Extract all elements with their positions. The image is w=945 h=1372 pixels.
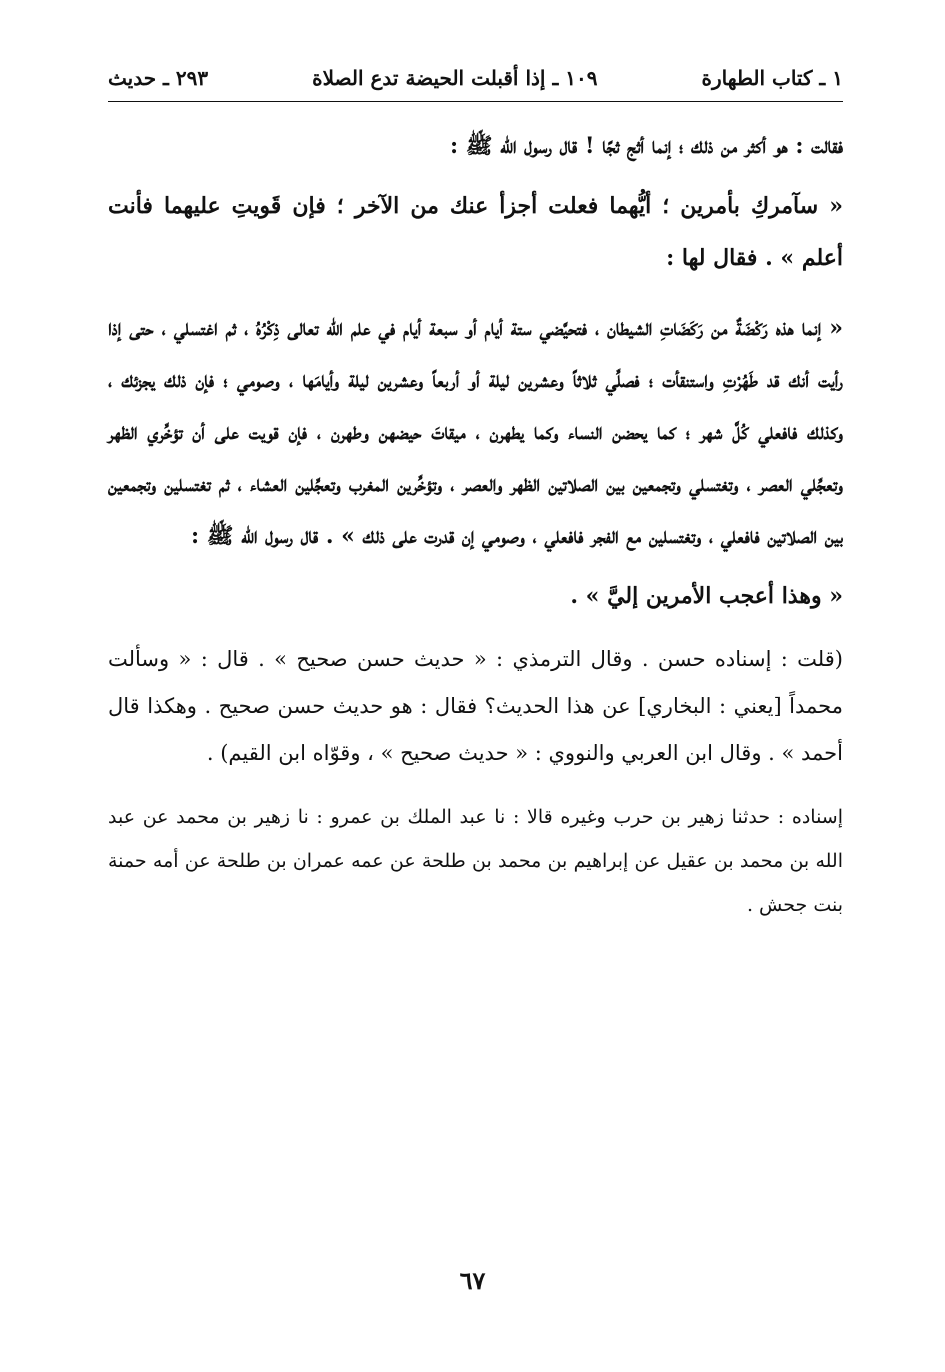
paragraph-intro: فقالت : هو أكثر من ذلك ؛ إنما أثج ثجًا ! قال رسول الله ﷺ : bbox=[450, 133, 843, 159]
header-chapter: ١ ـ كتاب الطهارة bbox=[701, 66, 843, 90]
header-divider bbox=[108, 101, 843, 102]
paragraph-conclusion: « وهذا أعجب الأمرين إليَّ » . bbox=[570, 583, 843, 609]
paragraph-grading-note: (قلت : إسناده حسن . وقال الترمذي : « حديث حسن صحيح » . قال : « وسألت محمداً [يعني : البخاري] عن هذا الحديث؟ فقال : هو حديث حسن صحيح . وهكذا قال أحمد » . وقال ابن العربي والنووي : « حديث صحيح » ، وقوّاه ابن القيم) . bbox=[108, 647, 843, 765]
header-hadith-number: ٢٩٣ ـ حديث bbox=[108, 66, 209, 90]
header-section: ١٠٩ ـ إذا أقبلت الحيضة تدع الصلاة bbox=[312, 66, 598, 90]
paragraph-hadith-text: « إنما هذه رَكْضَةٌ من رَكَضَاتِ الشيطان ، فتحيَّضي ستة أيام أو سبعة أيام في علم الله تعالى ذِكْرُهُ ، ثم اغتسلي ، حتى إذا رأيت أنك قد طَهُرْتِ واستنقأت ؛ فصلِّي ثلاثاً وعشرين ليلة أو أربعاً وعشرين ليلة وأيامَها ، وصومي ؛ فإن ذلك يجزئك ، وكذلك فافعلي كُلَّ شهر ؛ كما يحضن النساء وكما يطهرن ، ميقاتَ حيضهن وطهرن ، فإن قويت على أن تؤخِّري الظهر وتعجِّلي العصر ، وتغتسلي وتجمعين بين الصلاتين الظهر والعصر ، وتؤخِّرين المغرب وتعجِّلين العشاء ، ثم تغتسلين وتجمعين بين الصلاتين فافعلي ، وتغتسلين مع الفجر فافعلي ، وصومي إن قدرت على ذلك » . قال رسول الله ﷺ : bbox=[108, 315, 843, 549]
page-body bbox=[108, 120, 843, 927]
paragraph-two-options: « سآمركِ بأمرين ؛ أيُّهما فعلت أجزأ عنك من الآخر ؛ فإن قَويتِ عليهما فأنت أعلم » . فقال لها : bbox=[108, 193, 843, 271]
page-number: ٦٧ bbox=[459, 1266, 486, 1295]
paragraph-isnad: إسناده : حدثنا زهير بن حرب وغيره قالا : نا عبد الملك بن عمرو : نا زهير بن محمد عن عبد الله بن محمد بن عقيل عن إبراهيم بن محمد بن طلحة عن عمه عمران بن طلحة عن أمه حمنة بنت جحش . bbox=[108, 806, 843, 916]
running-header bbox=[108, 60, 843, 96]
